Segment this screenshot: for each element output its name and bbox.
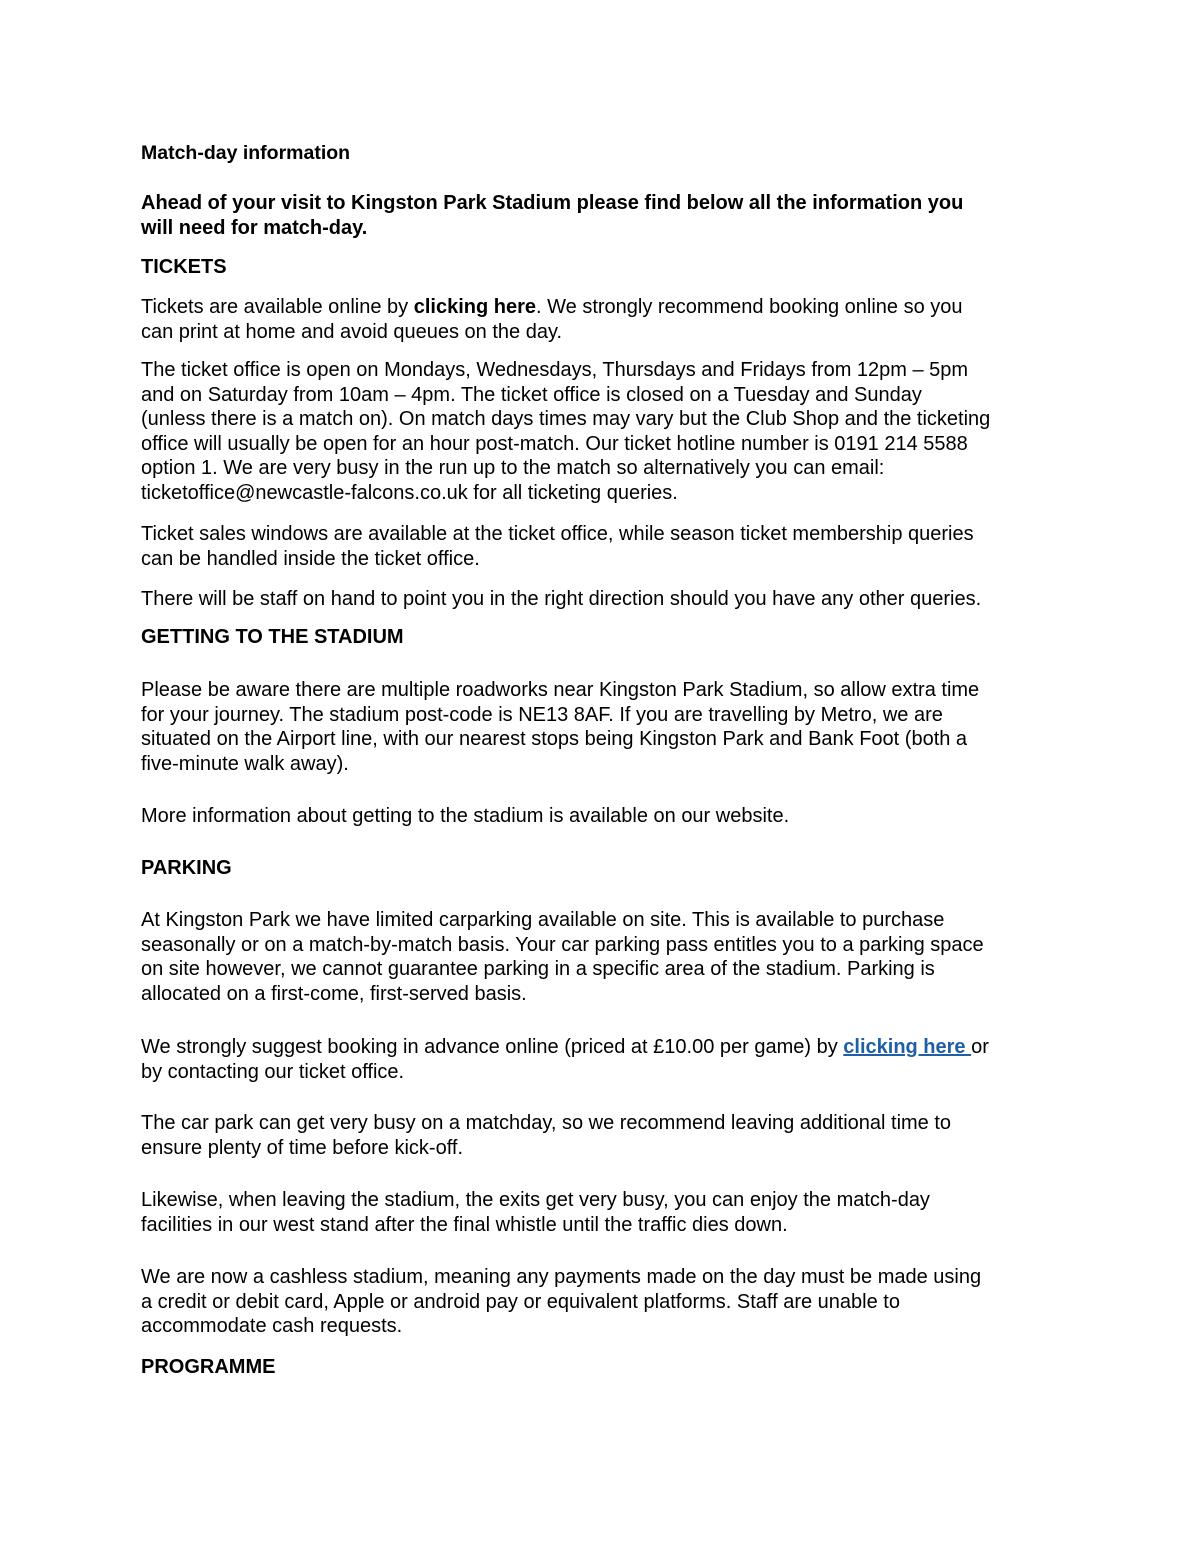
parking-booking-link[interactable]: clicking here — [843, 1036, 972, 1058]
ticket-office-hours-paragraph: The ticket office is open on Mondays, Wednesdays, Thursdays and Fridays from 12pm – 5pm and on Saturday from 10am – 4pm. The ticket office is closed on a Tuesday and Sunday (unless there is a match on). On match days times may vary but the Club Shop and the ticketing office will usually be open for an hour post-match. Our ticket hotline number is 0191 214 5588 option 1. We are very busy in the run up to the match so alternatively you can email: ticketoffice@newcastle-falcons.co.uk for all ticketing queries. — [141, 359, 991, 504]
ticket-sales-paragraph: Ticket sales windows are available at the ticket office, while season ticket membership queries can be handled inside the ticket office. — [141, 523, 974, 570]
page-title: Match-day information — [141, 142, 351, 164]
parking-booking-paragraph — [141, 1035, 1071, 1084]
leaving-stadium-paragraph: Likewise, when leaving the stadium, the exits get very busy, you can enjoy the match-day facilities in our west stand after the final whistle until the traffic dies down. — [141, 1189, 930, 1236]
tickets-paragraph-1 — [141, 295, 1071, 344]
intro-text: Ahead of your visit to Kingston Park Stadium please find below all the information you will need for match-day. — [141, 192, 964, 239]
tickets-p1-text-before: Tickets are available online by — [141, 296, 414, 318]
tickets-p1-text-after: . We strongly recommend booking online so you can print at home and avoid queues on the day. — [141, 296, 963, 343]
car-park-busy-paragraph: The car park can get very busy on a matchday, so we recommend leaving additional time to ensure plenty of time before kick-off. — [141, 1112, 952, 1159]
tickets-heading: TICKETS — [141, 256, 227, 278]
parking-heading: PARKING — [141, 857, 232, 879]
cashless-paragraph: We are now a cashless stadium, meaning any payments made on the day must be made using a credit or debit card, Apple or android pay or equivalent platforms. Staff are unable to accommodate cash requests. — [141, 1266, 982, 1338]
parking-paragraph-1: At Kingston Park we have limited carparking available on site. This is available to purchase seasonally or on a match-by-match basis. Your car parking pass entitles you to a parking space on site however, we cannot guarantee parking in a specific area of the stadium. Parking is allocated on a first-come, first-served basis. — [141, 909, 984, 1005]
website-info-paragraph: More information about getting to the stadium is available on our website. — [141, 805, 790, 827]
getting-to-stadium-heading: GETTING TO THE STADIUM — [141, 626, 404, 648]
tickets-online-link[interactable]: clicking here — [413, 296, 537, 318]
parking-p2-text-before: We strongly suggest booking in advance online (priced at £10.00 per game) by — [141, 1036, 844, 1058]
parking-p2-text-after: or by contacting our ticket office. — [141, 1036, 989, 1083]
roadworks-paragraph: Please be aware there are multiple roadworks near Kingston Park Stadium, so allow extra time for your journey. The stadium post-code is NE13 8AF. If you are travelling by Metro, we are situated on the Airport line, with our nearest stops being Kingston Park and Bank Foot (both a five-minute walk away). — [141, 679, 980, 775]
programme-heading: PROGRAMME — [141, 1356, 276, 1378]
staff-help-paragraph: There will be staff on hand to point you in the right direction should you have any other queries. — [141, 588, 982, 610]
